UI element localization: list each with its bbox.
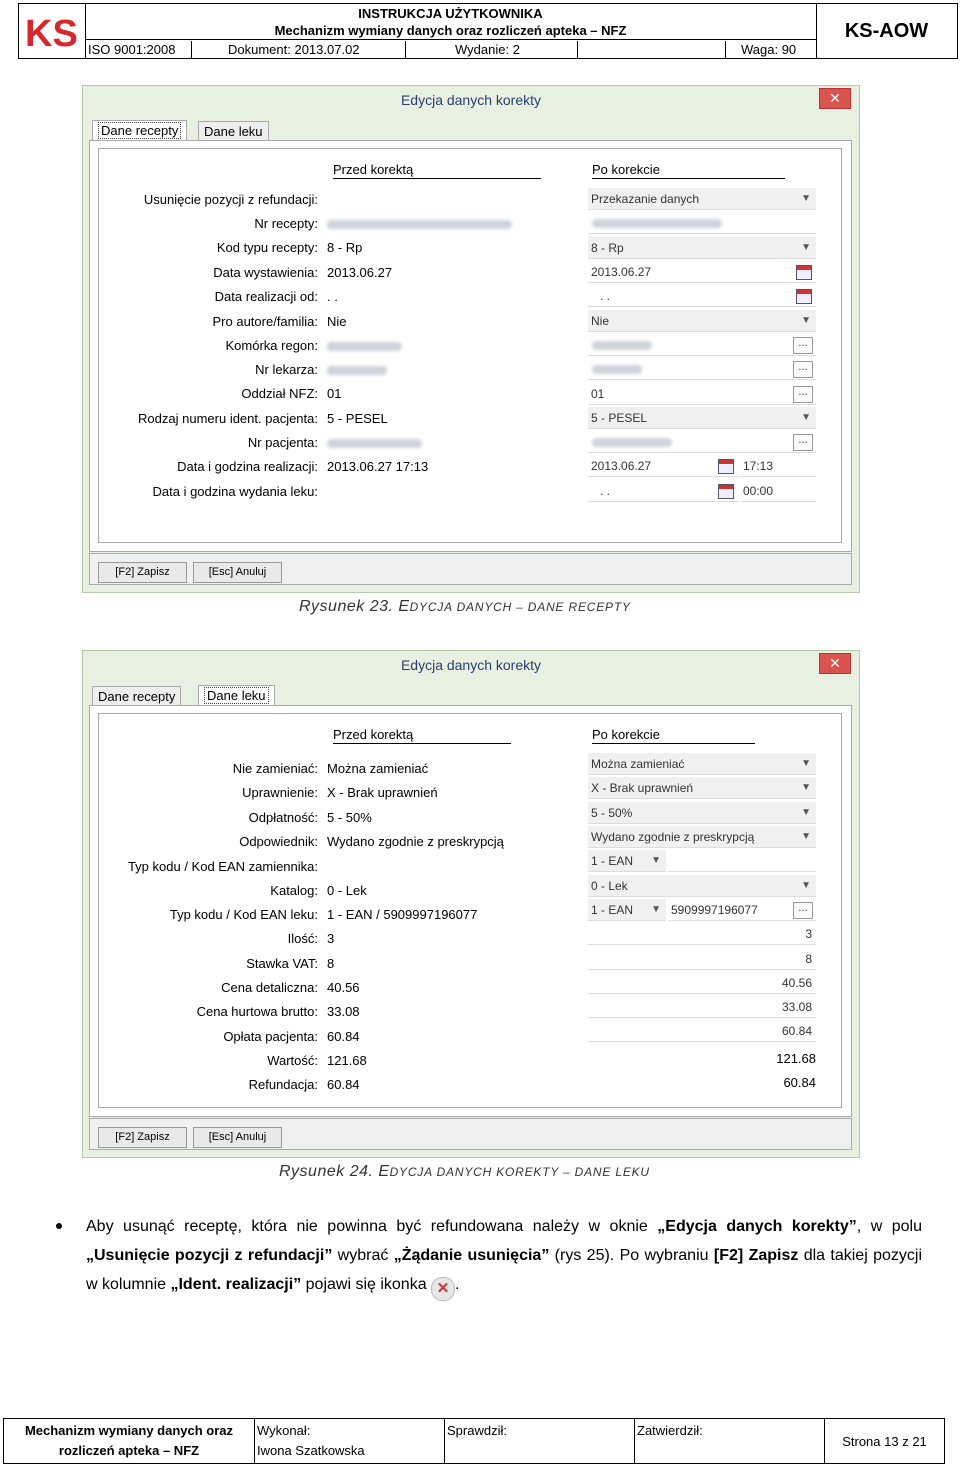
dialog-edit-prescription xyxy=(82,85,860,593)
pro-autore-select[interactable]: Nie ▼ xyxy=(588,310,816,332)
chevron-down-icon: ▼ xyxy=(801,315,811,326)
before-value-13: 60.84 xyxy=(327,1077,360,1092)
vat-field[interactable]: 8 xyxy=(588,948,816,970)
quantity-field[interactable]: 3 xyxy=(588,923,816,945)
field-label-12: Data i godzina wydania leku: xyxy=(152,484,318,499)
weight-label: Waga: 90 xyxy=(741,42,797,57)
payment-select[interactable]: 5 - 50% ▼ xyxy=(588,802,816,824)
chevron-down-icon: ▼ xyxy=(801,807,811,818)
field-label-0: Nie zamieniać: xyxy=(232,761,318,776)
chevron-down-icon: ▼ xyxy=(651,904,661,915)
ean-field[interactable]: 5909997196077 ... xyxy=(668,899,816,921)
figure-caption-24: Rysunek 24. EDYCJA DANYCH KOREKTY – DANE LEKU xyxy=(279,1163,650,1180)
chevron-down-icon: ▼ xyxy=(801,758,811,769)
column-before: Przed korektą xyxy=(333,727,511,744)
footer-product-2: rozliczeń apteka – NFZ xyxy=(58,1443,200,1458)
redacted-value xyxy=(327,439,422,448)
before-value-1: X - Brak uprawnień xyxy=(327,785,438,800)
doc-title: INSTRUKCJA UŻYTKOWNIKA xyxy=(358,6,543,21)
cancel-button[interactable]: [Esc] Anuluj xyxy=(193,1127,282,1148)
realization-date-field[interactable]: 2013.06.27 xyxy=(588,455,738,477)
before-value-9: 5 - PESEL xyxy=(327,411,388,426)
patient-id-type-select[interactable]: 5 - PESEL ▼ xyxy=(588,407,816,429)
save-button[interactable]: [F2] Zapisz xyxy=(98,1127,187,1148)
before-value-11: 60.84 xyxy=(327,1029,360,1044)
value-amount: 121.68 xyxy=(776,1051,816,1066)
before-value-2: 5 - 50% xyxy=(327,810,372,825)
before-value-0: Można zamieniać xyxy=(327,761,429,776)
dialog-title: Edycja danych korekty xyxy=(400,657,542,673)
field-label-2: Odpłatność: xyxy=(248,810,318,825)
column-after: Po korekcie xyxy=(592,727,755,744)
document-header xyxy=(18,3,958,59)
field-label-10: Nr pacjenta: xyxy=(247,435,318,450)
page-number: Strona 13 z 21 xyxy=(842,1433,927,1449)
field-label-6: Typ kodu / Kod EAN leku: xyxy=(169,907,318,922)
before-value-10: 33.08 xyxy=(327,1004,360,1019)
field-label-4: Data realizacji od: xyxy=(214,289,318,304)
regon-field[interactable] xyxy=(588,334,816,356)
removal-select[interactable]: Przekazanie danych ▼ xyxy=(588,188,816,210)
issue-date-field[interactable]: 2013.06.27 xyxy=(588,261,816,283)
field-label-8: Stawka VAT: xyxy=(246,956,318,971)
tab-drug[interactable]: Dane leku xyxy=(198,121,269,142)
dialog-edit-drug xyxy=(82,650,860,1158)
calendar-icon[interactable] xyxy=(796,289,812,304)
retail-price-field[interactable]: 40.56 xyxy=(588,972,816,994)
before-value-2: 8 - Rp xyxy=(327,240,363,255)
before-value-4: . . xyxy=(327,289,338,304)
prescription-number-field[interactable] xyxy=(588,212,816,234)
field-label-13: Refundacja: xyxy=(248,1077,318,1092)
field-label-7: Nr lekarza: xyxy=(255,362,318,377)
before-value-11: 2013.06.27 17:13 xyxy=(327,459,429,474)
field-label-5: Pro autore/familia: xyxy=(212,314,318,329)
close-button[interactable]: ✕ xyxy=(819,653,851,674)
redacted-value xyxy=(327,366,387,375)
before-value-7: 3 xyxy=(327,931,335,946)
more-icon[interactable]: ... xyxy=(793,337,813,354)
column-after: Po korekcie xyxy=(592,162,785,179)
made-by-name: Iwona Szatkowska xyxy=(257,1443,365,1458)
calendar-icon[interactable] xyxy=(796,265,812,280)
realization-time-field[interactable]: 17:13 xyxy=(740,455,816,477)
chevron-down-icon: ▼ xyxy=(801,831,811,842)
realization-from-field[interactable]: . . xyxy=(588,285,816,307)
instruction-paragraph: Aby usunąć receptę, która nie powinna być refundowana należy w oknie „Edycja danych korekty”, w polu „Usunięcie pozycji z refundacji” wybrać „Żądanie usunięcia” (rys 25). Po wybraniu [F2] Zapisz dla takiej pozycji w kolumnie „Ident. realizacji” pojawi się ikonka ✕ . xyxy=(56,1212,922,1301)
edition-label: Wydanie: 2 xyxy=(455,42,520,57)
more-icon[interactable]: ... xyxy=(793,434,813,451)
save-button[interactable]: [F2] Zapisz xyxy=(98,562,187,583)
chevron-down-icon: ▼ xyxy=(801,412,811,423)
product-code: KS-AOW xyxy=(844,19,929,42)
field-label-8: Oddział NFZ: xyxy=(241,386,318,401)
doctor-number-field[interactable] xyxy=(588,358,816,380)
chevron-down-icon: ▼ xyxy=(801,193,811,204)
redacted-value xyxy=(327,342,402,351)
before-value-5: Nie xyxy=(327,314,347,329)
bullet-icon xyxy=(56,1223,62,1229)
chevron-down-icon: ▼ xyxy=(801,242,811,253)
field-label-9: Cena detaliczna: xyxy=(221,980,318,995)
field-label-11: Data i godzina realizacji: xyxy=(177,459,318,474)
release-time-field[interactable]: 00:00 xyxy=(740,480,816,502)
chevron-down-icon: ▼ xyxy=(801,782,811,793)
field-label-1: Uprawnienie: xyxy=(242,785,318,800)
company-logo xyxy=(19,4,86,58)
document-label: Dokument: 2013.07.02 xyxy=(228,42,360,57)
made-by-label: Wykonał: xyxy=(257,1423,311,1438)
tab-prescription[interactable]: Dane recepty xyxy=(92,120,187,141)
tab-drug[interactable]: Dane leku xyxy=(198,685,275,706)
field-label-2: Kod typu recepty: xyxy=(216,240,318,255)
checked-label: Sprawdził: xyxy=(447,1423,507,1438)
column-before: Przed korektą xyxy=(333,162,541,179)
wholesale-price-field[interactable]: 33.08 xyxy=(588,996,816,1018)
calendar-icon[interactable] xyxy=(718,459,734,474)
patient-number-field[interactable] xyxy=(588,431,816,453)
patient-fee-field[interactable]: 60.84 xyxy=(588,1020,816,1042)
field-label-7: Ilość: xyxy=(287,931,318,946)
calendar-icon[interactable] xyxy=(718,484,734,499)
doc-subtitle: Mechanizm wymiany danych oraz rozliczeń apteka – NFZ xyxy=(85,22,816,40)
more-icon[interactable]: ... xyxy=(793,386,813,403)
chevron-down-icon: ▼ xyxy=(651,855,661,866)
close-button[interactable]: ✕ xyxy=(819,88,851,109)
dialog-title: Edycja danych korekty xyxy=(400,92,542,108)
field-label-3: Odpowiednik: xyxy=(239,834,318,849)
field-label-4: Typ kodu / Kod EAN zamiennika: xyxy=(127,859,318,874)
figure-caption-23: Rysunek 23. EDYCJA DANYCH – DANE RECEPTY xyxy=(299,598,631,615)
field-label-6: Komórka regon: xyxy=(225,338,318,353)
field-label-12: Wartość: xyxy=(267,1053,318,1068)
field-label-1: Nr recepty: xyxy=(254,216,318,231)
before-value-8: 8 xyxy=(327,956,335,971)
entitlement-select[interactable]: X - Brak uprawnień ▼ xyxy=(588,777,816,799)
nfz-branch-field[interactable]: 01 ... xyxy=(588,383,816,405)
more-icon[interactable]: ... xyxy=(793,902,813,919)
catalog-select[interactable]: 0 - Lek ▼ xyxy=(588,875,816,897)
logo-text: KS xyxy=(25,13,78,55)
code-type-select[interactable]: 1 - EAN ▼ xyxy=(588,899,666,921)
tab-prescription[interactable]: Dane recepty xyxy=(92,686,181,707)
cancel-button[interactable]: [Esc] Anuluj xyxy=(193,562,282,583)
document-footer xyxy=(3,1418,945,1464)
field-label-10: Cena hurtowa brutto: xyxy=(196,1004,318,1019)
remove-x-icon: ✕ xyxy=(431,1277,455,1301)
redacted-value xyxy=(327,220,512,229)
field-label-9: Rodzaj numeru ident. pacjenta: xyxy=(138,411,318,426)
substitute-ean-field[interactable] xyxy=(668,850,816,872)
more-icon[interactable]: ... xyxy=(793,361,813,378)
approved-label: Zatwierdził: xyxy=(637,1423,703,1438)
chevron-down-icon: ▼ xyxy=(801,880,811,891)
field-label-11: Opłata pacjenta: xyxy=(223,1029,318,1044)
iso-label: ISO 9001:2008 xyxy=(88,42,176,57)
replace-select[interactable]: Można zamieniać ▼ xyxy=(588,753,816,775)
footer-product-1: Mechanizm wymiany danych oraz xyxy=(24,1423,234,1438)
before-value-5: 0 - Lek xyxy=(327,883,367,898)
field-label-3: Data wystawienia: xyxy=(213,265,318,280)
before-value-9: 40.56 xyxy=(327,980,360,995)
substitute-code-type-select[interactable]: 1 - EAN ▼ xyxy=(588,850,666,872)
before-value-6: 1 - EAN / 5909997196077 xyxy=(327,907,478,922)
prescription-type-select[interactable]: 8 - Rp ▼ xyxy=(588,237,816,259)
before-value-3: Wydano zgodnie z preskrypcją xyxy=(327,834,504,849)
field-label-5: Katalog: xyxy=(270,883,318,898)
before-value-3: 2013.06.27 xyxy=(327,265,393,280)
refund-amount: 60.84 xyxy=(783,1075,816,1090)
field-label-0: Usunięcie pozycji z refundacji: xyxy=(143,192,318,207)
before-value-12: 121.68 xyxy=(327,1053,367,1068)
equivalent-select[interactable]: Wydano zgodnie z preskrypcją ▼ xyxy=(588,826,816,848)
release-date-field[interactable]: . . xyxy=(588,480,738,502)
before-value-8: 01 xyxy=(327,386,342,401)
